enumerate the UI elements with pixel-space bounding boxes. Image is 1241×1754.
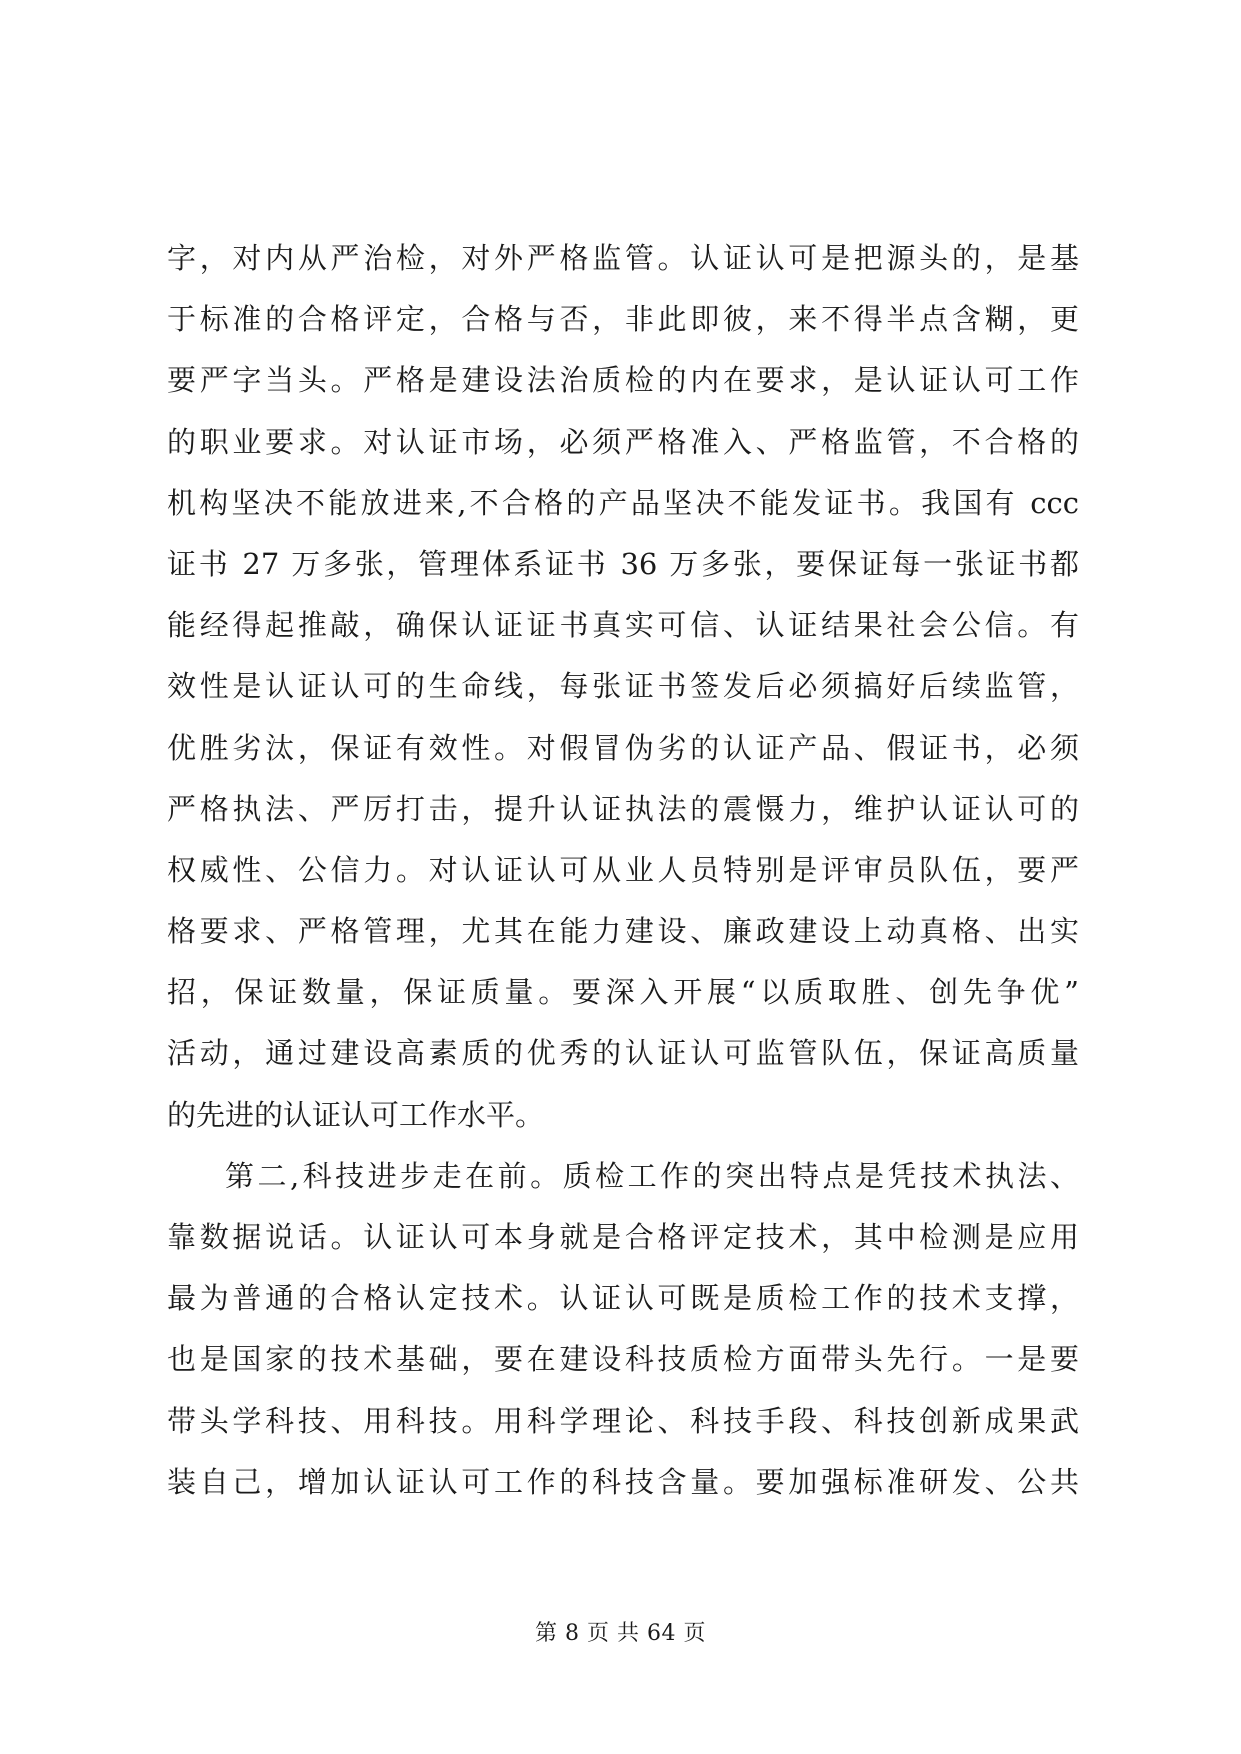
paragraph-start-line: 第二,科技进步走在前。质检工作的突出特点是凭技术执法、 [225, 1158, 1079, 1193]
text-line: 优胜劣汰，保证有效性。对假冒伪劣的认证产品、假证书，必须 [167, 730, 1079, 765]
text-line: 权威性、公信力。对认证认可从业人员特别是评审员队伍，要严 [167, 852, 1079, 887]
page-number-footer: 第 8 页 共 64 页 [535, 1621, 706, 1646]
body-text [167, 228, 1079, 1513]
text-line: 的职业要求。对认证市场，必须严格准入、严格监管，不合格的 [167, 424, 1079, 459]
text-line: 靠数据说话。认证认可本身就是合格评定技术，其中检测是应用 [167, 1220, 1079, 1254]
text-line: 要严字当头。严格是建设法治质检的内在要求，是认证认可工作 [167, 363, 1079, 398]
text-line: 机构坚决不能放进来,不合格的产品坚决不能发证书。我国有 ccc [167, 485, 1079, 520]
text-line: 格要求、严格管理，尤其在能力建设、廉政建设上动真格、出实 [167, 914, 1079, 949]
text-line: 字，对内从严治检，对外严格监管。认证认可是把源头的，是基 [167, 241, 1079, 275]
text-line: 带头学科技、用科技。用科学理论、科技手段、科技创新成果武 [167, 1403, 1079, 1438]
text-line: 装自己，增加认证认可工作的科技含量。要加强标准研发、公共 [167, 1464, 1079, 1499]
text-line: 的先进的认证认可工作水平。 [167, 1097, 545, 1132]
text-line: 证书 27 万多张，管理体系证书 36 万多张，要保证每一张证书都 [167, 546, 1079, 581]
text-line: 最为普通的合格认定技术。认证认可既是质检工作的技术支撑， [167, 1281, 1079, 1316]
text-line: 也是国家的技术基础，要在建设科技质检方面带头先行。一是要 [167, 1342, 1079, 1377]
text-line: 活动，通过建设高素质的优秀的认证认可监管队伍，保证高质量 [167, 1036, 1079, 1071]
text-line: 严格执法、严厉打击，提升认证执法的震慑力，维护认证认可的 [167, 791, 1079, 826]
text-line: 招，保证数量，保证质量。要深入开展“以质取胜、创先争优” [167, 975, 1079, 1010]
text-line: 效性是认证认可的生命线，每张证书签发后必须搞好后续监管， [167, 669, 1079, 704]
text-line: 能经得起推敲，确保认证证书真实可信、认证结果社会公信。有 [167, 608, 1079, 643]
text-line: 于标准的合格评定，合格与否，非此即彼，来不得半点含糊，更 [167, 302, 1079, 337]
